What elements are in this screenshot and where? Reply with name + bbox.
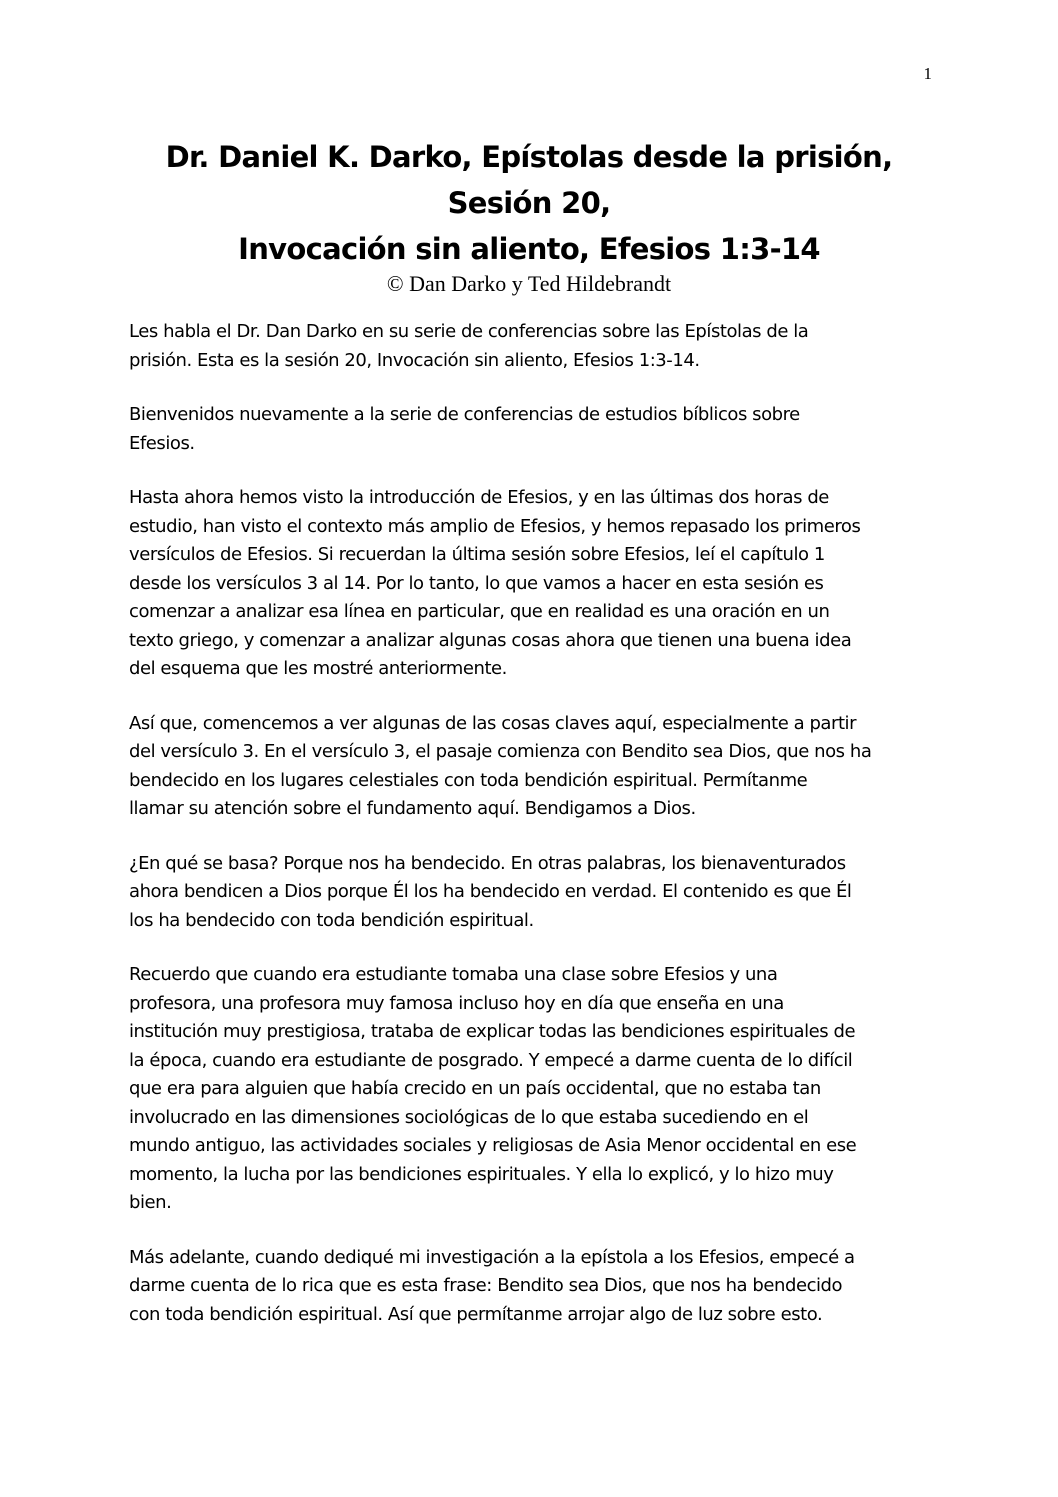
- paragraph-6: [129, 961, 929, 1218]
- paragraph-line: Les habla el Dr. Dan Darko en su serie de conferencias sobre las Epístolas de la: [129, 321, 809, 342]
- paragraph-line: darme cuenta de lo rica que es esta frase: Bendito sea Dios, que nos ha bendecido: [129, 1275, 843, 1296]
- paragraph-line: Más adelante, cuando dediqué mi investigación a la epístola a los Efesios, empecé a: [129, 1246, 855, 1268]
- title-line-2: Sesión 20,: [447, 186, 611, 220]
- paragraph-line: estudio, han visto el contexto más amplio de Efesios, y hemos repasado los primeros: [129, 515, 861, 537]
- paragraph-5: [129, 850, 929, 936]
- paragraph-line: Efesios.: [129, 432, 195, 454]
- paragraph-line: prisión. Esta es la sesión 20, Invocación sin aliento, Efesios 1:3-14.: [129, 349, 700, 371]
- document-body: [129, 318, 929, 1355]
- paragraph-line: ¿En qué se basa? Porque nos ha bendecido. En otras palabras, los bienaventurados: [129, 852, 846, 874]
- paragraph-2: [129, 401, 929, 458]
- copyright-notice: © Dan Darko y Ted Hildebrandt: [386, 271, 672, 296]
- paragraph-line: del esquema que les mostré anteriormente.: [129, 658, 507, 679]
- paragraph-line: llamar su atención sobre el fundamento aquí. Bendigamos a Dios.: [129, 798, 696, 819]
- page-number: 1: [923, 64, 932, 83]
- paragraph-line: profesora, una profesora muy famosa incluso hoy en día que enseña en una: [129, 992, 784, 1014]
- title-line-1: Dr. Daniel K. Darko, Epístolas desde la prisión,: [165, 140, 893, 174]
- paragraph-line: bien.: [129, 1192, 172, 1213]
- paragraph-7: [129, 1244, 929, 1330]
- paragraph-line: los ha bendecido con toda bendición espiritual.: [129, 909, 534, 931]
- paragraph-line: Recuerdo que cuando era estudiante tomaba una clase sobre Efesios y una: [129, 964, 778, 985]
- paragraph-line: Hasta ahora hemos visto la introducción de Efesios, y en las últimas dos horas de: [129, 487, 829, 508]
- paragraph-line: desde los versículos 3 al 14. Por lo tanto, lo que vamos a hacer en esta sesión es: [129, 572, 824, 594]
- paragraph-3: [129, 484, 929, 684]
- paragraph-line: mundo antiguo, las actividades sociales y religiosas de Asia Menor occidental en ese: [129, 1135, 857, 1156]
- paragraph-line: bendecido en los lugares celestiales con toda bendición espiritual. Permítanme: [129, 769, 808, 791]
- paragraph-line: momento, la lucha por las bendiciones espirituales. Y ella lo explicó, y lo hizo muy: [129, 1163, 834, 1185]
- paragraph-line: comenzar a analizar esa línea en particular, que en realidad es una oración en un: [129, 601, 830, 622]
- paragraph-1: [129, 318, 929, 375]
- document-header: [0, 134, 1058, 297]
- paragraph-line: ahora bendicen a Dios porque Él los ha bendecido en verdad. El contenido es que Él: [129, 881, 852, 902]
- paragraph-line: texto griego, y comenzar a analizar algunas cosas ahora que tienen una buena idea: [129, 629, 852, 651]
- paragraph-line: del versículo 3. En el versículo 3, el pasaje comienza con Bendito sea Dios, que nos ha: [129, 741, 872, 762]
- paragraph-4: [129, 710, 929, 824]
- paragraph-line: con toda bendición espiritual. Así que permítanme arrojar algo de luz sobre esto.: [129, 1303, 823, 1325]
- paragraph-line: versículos de Efesios. Si recuerdan la última sesión sobre Efesios, leí el capítulo 1: [129, 544, 825, 565]
- paragraph-line: Así que, comencemos a ver algunas de las cosas claves aquí, especialmente a partir: [129, 712, 857, 734]
- paragraph-line: Bienvenidos nuevamente a la serie de conferencias de estudios bíblicos sobre: [129, 404, 800, 425]
- paragraph-line: que era para alguien que había crecido en un país occidental, que no estaba tan: [129, 1078, 821, 1099]
- paragraph-line: la época, cuando era estudiante de posgrado. Y empecé a darme cuenta de lo difícil: [129, 1049, 853, 1071]
- title-line-3: Invocación sin aliento, Efesios 1:3-14: [238, 232, 820, 266]
- paragraph-line: institución muy prestigiosa, trataba de explicar todas las bendiciones espirituales de: [129, 1021, 856, 1042]
- paragraph-line: involucrado en las dimensiones sociológicas de lo que estaba sucediendo en el: [129, 1106, 809, 1128]
